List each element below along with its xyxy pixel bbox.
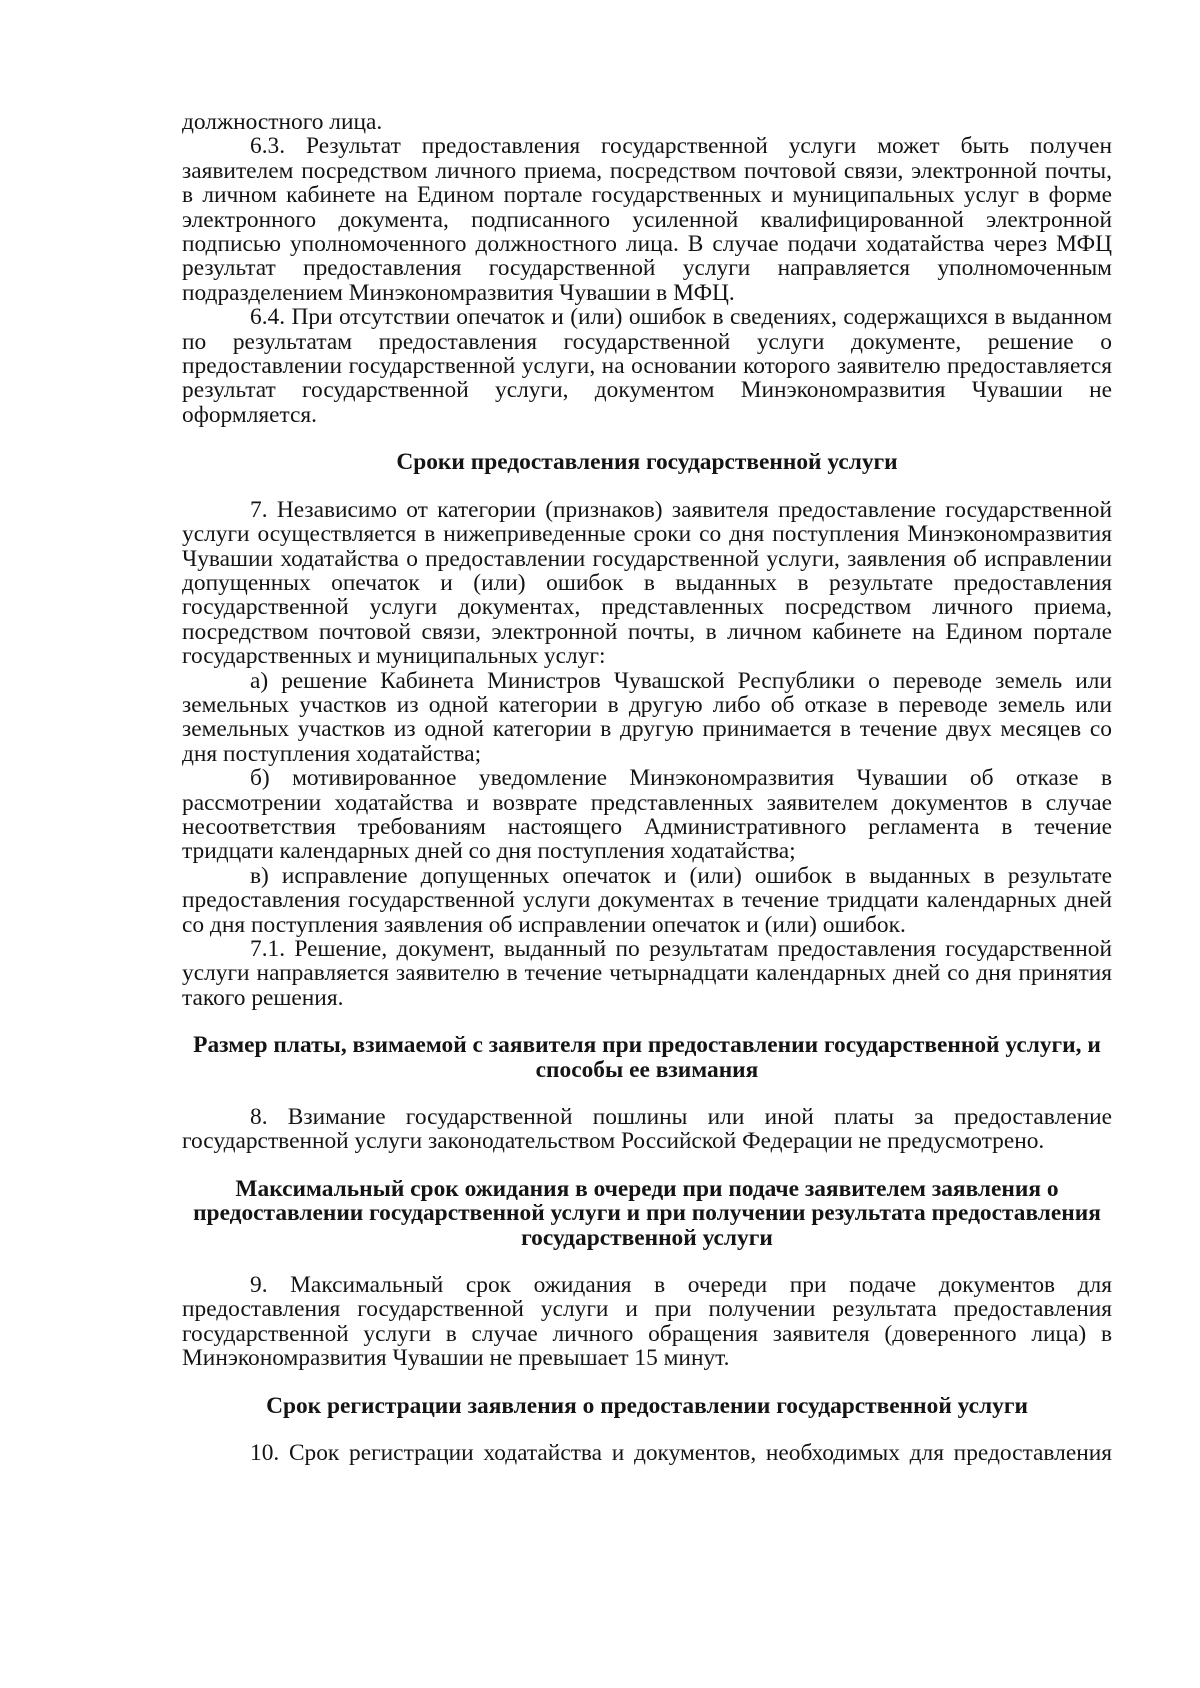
section-heading-fee: Размер платы, взимаемой с заявителя при предоставлении государственной услуги, и способы ее взимания xyxy=(193,1032,1101,1083)
paragraph-7-b: б) мотивированное уведомление Минэкономразвития Чувашии об отказе в рассмотрении ходатайства и возврате представленных заявителем документов в случае несоответствия требованиям настоящего Административного регламента в течение тридцати календарных дней со дня поступления ходатайства; xyxy=(182,765,1112,865)
paragraph-7: 7. Независимо от категории (признаков) заявителя предоставление государственной услуги осуществляется в нижеприведенные сроки со дня поступления Минэкономразвития Чувашии ходатайства о предоставлении государственной услуги, заявления об исправлении допущенных опечаток и (или) ошибок в выданных в результате предоставления государственной услуги документах, представленных посредством личного приема, посредством почтовой связи, электронной почты, в личном кабинете на Едином портале государственных и муниципальных услуг: xyxy=(182,496,1112,670)
section-heading-queue-time: Максимальный срок ожидания в очереди при подаче заявителем заявления о предоставлении государственной услуги и при получении результата предоставления государственной услуги xyxy=(193,1175,1101,1251)
paragraph-7-1: 7.1. Решение, документ, выданный по результатам предоставления государственной услуги направляется заявителю в течение четырнадцати календарных дней со дня принятия такого решения. xyxy=(182,936,1112,1011)
paragraph-7-c: в) исправление допущенных опечаток и (или) ошибок в выданных в результате предоставления государственной услуги документах в течение тридцати календарных дней со дня поступления заявления об исправлении опечаток и (или) ошибок. xyxy=(182,862,1112,938)
paragraph-6-3: 6.3. Результат предоставления государственной услуги может быть получен заявителем посредством личного приема, посредством почтовой связи, электронной почты, в личном кабинете на Едином портале государственных и муниципальных услуг в форме электронного документа, подписанного усиленной квалифицированной электронной подписью уполномоченного должностного лица. В случае подачи ходатайства через МФЦ результат предоставления государственной услуги направляется уполномоченным подразделением Минэкономразвития Чувашии в МФЦ. xyxy=(182,133,1112,306)
paragraph-10: 10. Срок регистрации ходатайства и документов, необходимых для предоставления xyxy=(250,1440,1112,1467)
paragraph-7-a: а) решение Кабинета Министров Чувашской Республики о переводе земель или земельных участков из одной категории в другую либо об отказе в переводе земель или земельных участков из одной категории в другую принимается в течение двух месяцев со дня поступления ходатайства; xyxy=(182,667,1112,767)
paragraph-9: 9. Максимальный срок ожидания в очереди при подаче документов для предоставления государственной услуги и при получении результата предоставления государственной услуги в случае личного обращения заявителя (доверенного лица) в Минэкономразвития Чувашии не превышает 15 минут. xyxy=(182,1272,1112,1372)
section-heading-registration: Срок регистрации заявления о предоставлении государственной услуги xyxy=(266,1392,1028,1419)
paragraph-6-4: 6.4. При отсутствии опечаток и (или) ошибок в сведениях, содержащихся в выданном по результатам предоставления государственной услуги документе, решение о предоставлении государственной услуги, на основании которого заявителю предоставляется результат государственной услуги, документом Минэкономразвития Чувашии не оформляется. xyxy=(182,304,1112,428)
document-body xyxy=(182,110,1112,1466)
section-heading-terms: Сроки предоставления государственной услуги xyxy=(396,449,898,476)
paragraph-8: 8. Взимание государственной пошлины или иной платы за предоставление государственной услуги законодательством Российской Федерации не предусмотрено. xyxy=(182,1104,1112,1155)
paragraph-6-2-tail: должностного лица. xyxy=(182,109,383,135)
